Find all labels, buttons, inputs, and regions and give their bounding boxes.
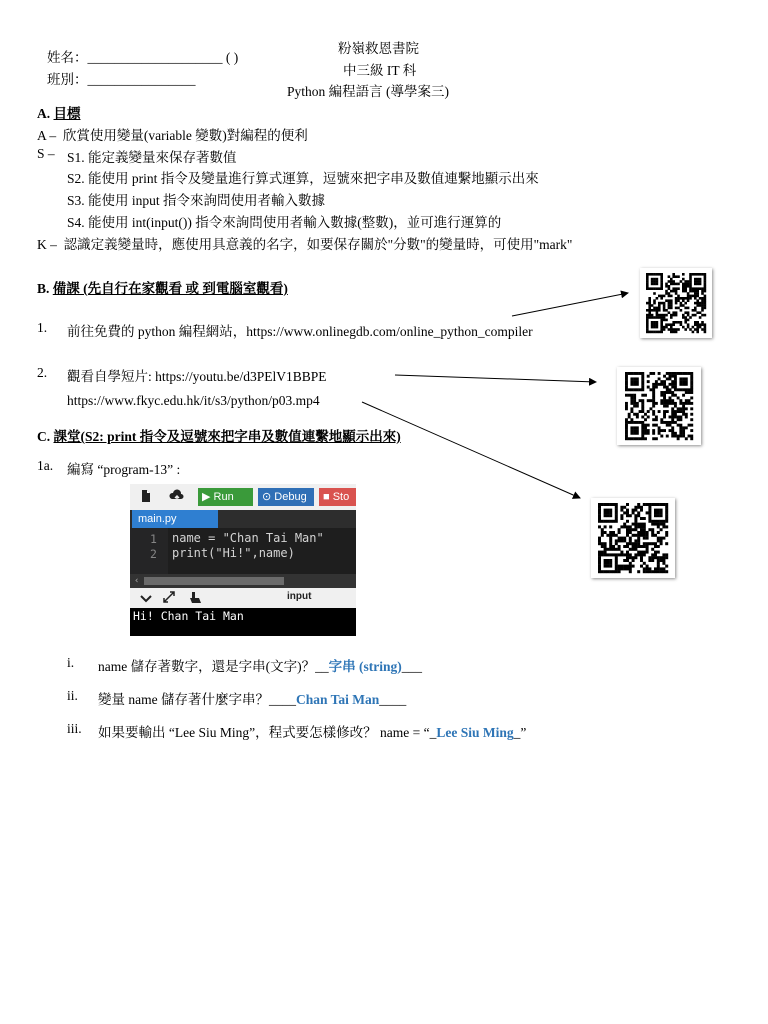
school-name: 粉嶺救恩書院 xyxy=(338,41,419,56)
section-a-number: A. xyxy=(37,106,51,121)
question-ii-answer: Chan Tai Man xyxy=(295,692,380,707)
objective-s4: S4. 能使用 int(input()) 指令來詢問使用者輸入數據(整數)，並可進行運算的 xyxy=(67,215,502,230)
run-button[interactable]: ▶ Run xyxy=(198,488,253,506)
prep-item-1-number: 1. xyxy=(37,320,48,335)
scroll-left-icon[interactable]: ‹ xyxy=(134,576,140,586)
tab-main-py[interactable]: main.py xyxy=(132,510,218,528)
code-line-1-text: name = "Chan Tai Man" xyxy=(172,531,324,545)
output-text: Hi! Chan Tai Man xyxy=(133,609,244,623)
prep-item-2-text[interactable]: 觀看自學短片: https://youtu.be/d3PElV1BBPE xyxy=(67,369,327,384)
name-blank: ____________________ ( ) xyxy=(87,50,239,65)
section-b-title: 備課 (先自行在家觀看 或 到電腦室觀看) xyxy=(52,281,288,296)
prep-item-2-number: 2. xyxy=(37,365,48,380)
worksheet-title: Python 編程語言 (導學案三) xyxy=(287,84,449,99)
arrow-to-qr-2 xyxy=(395,375,596,382)
question-1a-text: 編寫 “program-13” : xyxy=(67,462,181,477)
question-1a-number: 1a. xyxy=(37,458,54,473)
grade-subject: 中三級 IT 科 xyxy=(343,63,417,78)
arrow-to-qr-1 xyxy=(512,293,628,316)
prep-item-2-link[interactable]: https://www.fkyc.edu.hk/it/s3/python/p03.mp4 xyxy=(67,393,320,408)
prep-item-1-text[interactable]: 前往免費的 python 編程網站，https://www.onlinegdb.com/online_python_compiler xyxy=(67,324,533,339)
name-label: 姓名： xyxy=(47,50,88,65)
objective-s3: S3. 能使用 input 指令來詢問使用者輸入數據 xyxy=(67,193,326,208)
objective-k-label: K – xyxy=(37,237,57,252)
question-ii-tail: ____ xyxy=(379,692,407,707)
debug-button[interactable]: ⊙ Debug xyxy=(258,488,314,506)
objective-a-label: A – xyxy=(37,128,57,143)
question-ii-number: ii. xyxy=(67,688,78,703)
objective-s-label: S – xyxy=(37,146,55,161)
section-c-title: 課堂(S2: print 指令及逗號來把字串及數值連繫地顯示出來) xyxy=(53,429,401,444)
question-iii-tail: _” xyxy=(513,725,527,740)
class-label: 班別： xyxy=(47,72,88,87)
line-number-1: 1 xyxy=(150,532,157,546)
question-i-tail: ___ xyxy=(401,659,422,674)
question-i-answer: 字串 (string) xyxy=(328,659,402,674)
objective-s2: S2. 能使用 print 指令及變量進行算式運算，逗號來把字串及數值連繫地顯示出來 xyxy=(67,171,539,186)
class-blank: ________________ xyxy=(87,72,196,87)
question-iii-number: iii. xyxy=(67,721,82,736)
section-b-number: B. xyxy=(37,281,50,296)
question-i-text: name 儲存著數字，還是字串(文字)？__ xyxy=(98,659,329,674)
input-tab-label[interactable]: input xyxy=(287,591,312,602)
question-iii-answer: Lee Siu Ming xyxy=(436,725,514,740)
question-i-number: i. xyxy=(67,655,75,670)
line-number-2: 2 xyxy=(150,547,157,561)
objective-k-text: 認識定義變量時，應使用具意義的名字，如要保存關於"分數"的變量時，可使用"mark" xyxy=(63,237,573,252)
arrow-to-qr-3 xyxy=(362,402,580,498)
objective-a-text: 欣賞使用變量(variable 變數)對編程的便利 xyxy=(62,128,308,143)
stop-button[interactable]: ■ Sto xyxy=(319,488,356,506)
section-c-number: C. xyxy=(37,429,51,444)
code-line-2-text: print("Hi!",name) xyxy=(172,546,295,560)
section-a-title: 目標 xyxy=(53,106,81,121)
objective-s1: S1. 能定義變量來保存著數值 xyxy=(67,150,237,165)
question-iii-text: 如果要輸出 “Lee Siu Ming”，程式要怎樣修改？ name = “_ xyxy=(98,725,437,740)
question-ii-text: 變量 name 儲存著什麼字串？____ xyxy=(98,692,296,707)
